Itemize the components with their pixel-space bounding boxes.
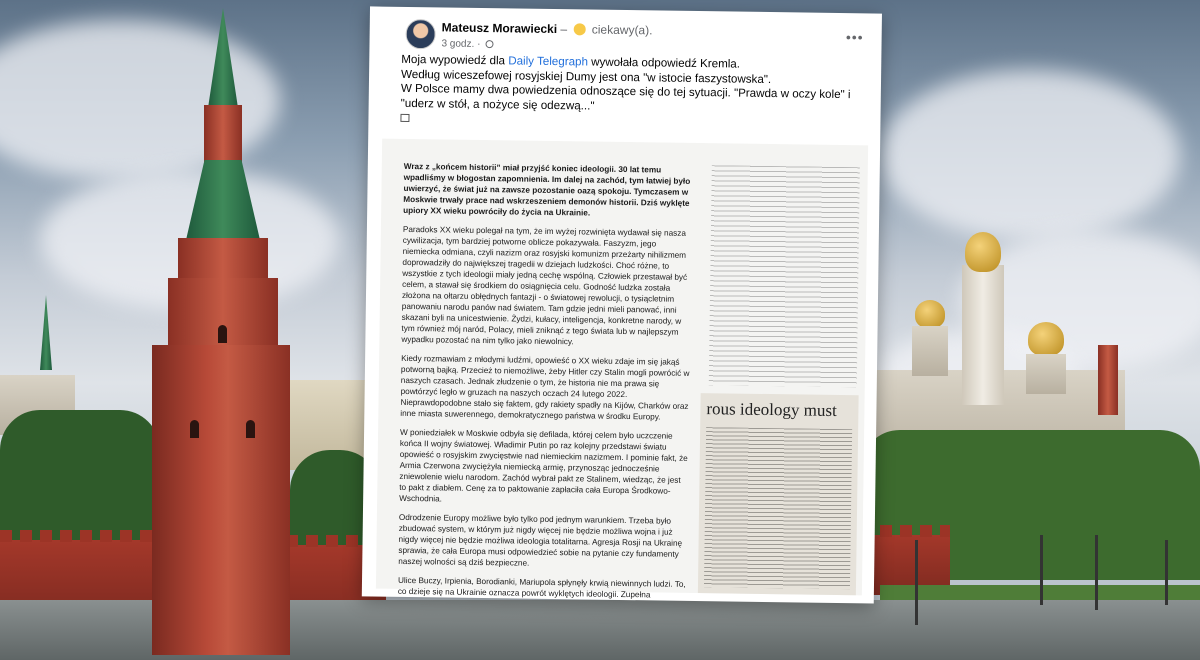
- more-options-icon[interactable]: •••: [845, 29, 864, 46]
- golden-dome: [1028, 322, 1064, 356]
- article-paragraph: Ulice Buczy, Irpienia, Borodianki, Mariupola spłynęły krwią niewinnych ludzi. To, co dzieje się na Ukrainie oznacza powrót wyklętych ideologii. Zupełna: [397, 575, 686, 600]
- side-column-text: [709, 165, 860, 387]
- church: [912, 326, 948, 376]
- article-paragraph: Paradoks XX wieku polegał na tym, że im wyżej rozwinięta wydawał się nasza cywilizacja, tym bardziej potworne oblicze pokazywała. Faszyzm, jego niemiecka odmiana, czyli nazizm oraz rosyjski komunizm przeżarty nihilizmem doprowadziły do największej tragedii w dziejach ludzkości. Choć różne, to wszystkie z tych ideologii miały jedną cechę wspólną. Człowiek przestawał być celem, a stawał się środkiem do osiągnięcia celu. Godność ludzka została złożona na ołtarzu obłędnych fantazji - o światowej rewolucji, o tysiącletnim panowaniu narodu panów nad światem. Tam gdzie jedni mieli panować, inni skazani byli na unicestwienie. Żydzi, kułacy, inteligencja, konkretne narody, w tym również mój naród, Polacy, mieli zniknąć z tego świata lub w najlepszym wypadku pozostać na nim tylko jako niewolnicy.: [401, 224, 688, 347]
- street-lamp: [1095, 535, 1098, 610]
- tower-window: [218, 325, 227, 343]
- article-paragraph: W poniedziałek w Moskwie odbyła się defilada, której celem było uczczenie końca II wojny światowej. Władimir Putin po raz kolejny przedstawi światu opowieść o rosyjskim zwycięstwie nad niemieckim nazizmem. I pominie fakt, że Armia Czerwona zwyciężyła niemiecką armię, przynosząc jednocześnie zniewolenie wielu narodom. Zachód wybrał pakt ze Stalinem, wiedząc, że jest to pakt z diabłem. Cenę za to paktowanie zapłaciła cała Europa Środkowo-Wschodnia.: [399, 427, 688, 504]
- golden-dome: [915, 300, 945, 328]
- clipping-text: [704, 427, 852, 589]
- article-lead: Wraz z „końcem historii” miał przyjść koniec ideologii. 30 lat temu wpadliśmy w błogostan zapomnienia. Im dalej na zachód, tym łatwiej było uwierzyć, że świat już na zawsze pozostanie oazą spokoju. Tymczasem w Moskwie trwały prace nad wskrzeszeniem demonów historii. Dziś wyklęte upiory XX wieku powróciły do życia na Ukrainie.: [403, 161, 691, 218]
- author-avatar[interactable]: [405, 19, 435, 49]
- daily-telegraph-link[interactable]: Daily Telegraph: [508, 54, 589, 69]
- post-paragraph: W Polsce mamy dwa powiedzenia odnoszące się do tej sytuacji. "Prawda w oczy kole" i "uderz w stół, a nożyce się odezwą...": [400, 81, 851, 113]
- street-lamp: [915, 540, 918, 625]
- trees: [0, 410, 160, 550]
- article-paragraph: Kiedy rozmawiam z młodymi ludźmi, opowieść o XX wieku zdaje im się jakąś potworną bajką. Przecież to niemożliwe, żeby Hitler czy Stalin mogli powrócić w naszych czasach. Jednak złudzenie o tym, że historia nie ma prawa się powtórzyć legło w gruzach na naszych oczach 24 lutego 2022. Nieprawdopodobne stało się faktem, gdy rakiety spadły na Kijów, Charków oraz inne miasta suwerennego, demokratycznego państwa w środku Europy.: [400, 353, 690, 422]
- post-time[interactable]: 3 godz.: [441, 38, 475, 50]
- tower-window: [246, 420, 255, 438]
- facebook-post-card: [362, 6, 882, 603]
- newspaper-clipping: [698, 393, 859, 595]
- article-screenshot[interactable]: [376, 139, 868, 600]
- church: [1026, 354, 1066, 394]
- tower-belfry: [178, 238, 268, 278]
- clipping-headline: rous ideology must: [706, 399, 837, 420]
- feeling-emoji-icon: [573, 23, 585, 35]
- street-lamp: [1040, 535, 1043, 605]
- bell-tower: [962, 265, 1004, 405]
- post-text: [400, 53, 861, 132]
- post-meta: 3 godz. ·: [441, 38, 493, 50]
- tower-window: [190, 420, 199, 438]
- feeling-text: ciekawy(a).: [591, 22, 653, 38]
- author-line: [442, 20, 653, 37]
- globe-icon: [485, 40, 493, 48]
- post-paragraph: Według wiceszefowej rosyjskiej Dumy jest ona "w istocie faszystowska".: [400, 67, 772, 86]
- cloud: [880, 70, 1180, 240]
- image-icon: [400, 114, 409, 122]
- feeling-separator: –: [560, 22, 568, 37]
- red-tower: [1098, 345, 1118, 415]
- street-lamp: [1165, 540, 1168, 605]
- article-paragraph: Odrodzenie Europy możliwe było tylko pod jednym warunkiem. Trzeba było zbudować system, w którym już nigdy więcej nie będzie możliwa wojna i już nigdy więcej nie będzie możliwa ideologia totalitarna. Agresja Rosji na Ukrainę sprawia, że cała Europa musi odpowiedzieć sobie na pytanie czy fundamenty naszej wolności są dziś bezpieczne.: [398, 512, 683, 568]
- article-main-column: [398, 161, 694, 604]
- tower-upper: [204, 105, 242, 165]
- golden-dome: [965, 232, 1001, 272]
- author-name[interactable]: Mateusz Morawiecki: [441, 20, 558, 37]
- tower-shaft: [152, 345, 290, 655]
- post-paragraph: Moja wypowiedź dla Daily Telegraph wywołała odpowiedź Kremla.: [401, 52, 741, 71]
- article-side-column: [709, 165, 860, 387]
